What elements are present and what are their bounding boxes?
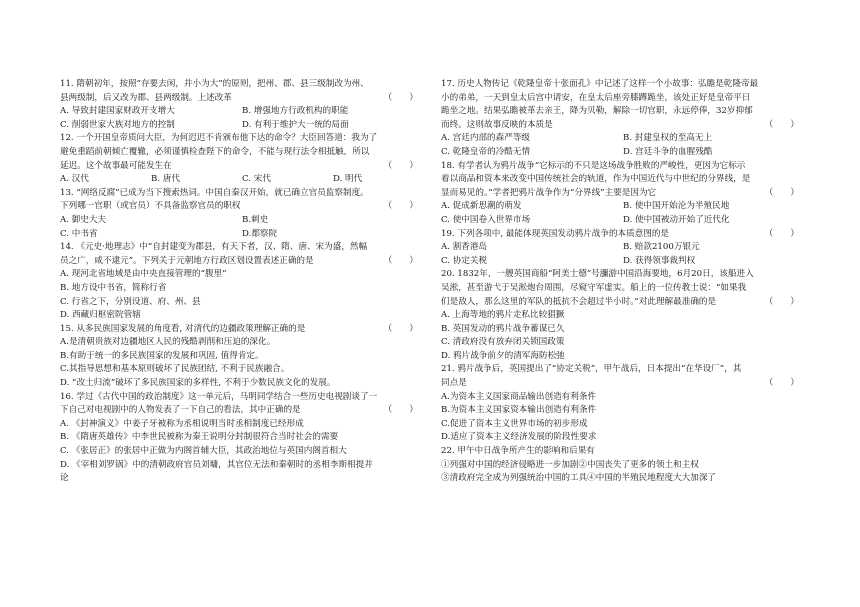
- question-stem-line: 小的弟弟，一天到皇太后宫中请安，在皇太后座旁膝蹲跪坐，该处正好是皇帝平日: [441, 92, 751, 103]
- question-stem-text: 显而易见的。”学者把鸦片战争作为“分界线”主要是因为它: [441, 187, 657, 198]
- answer-parentheses: （ ）: [383, 201, 418, 212]
- answer-parentheses: （ ）: [764, 228, 799, 239]
- answer-option: B.有助于统一的多民族国家的发展和巩固, 值得肯定。: [60, 350, 264, 361]
- answer-option: C. 宋代: [242, 174, 271, 185]
- answer-parentheses: （ ）: [764, 378, 799, 389]
- question-stem-line: 着以商品和资本来改变中国传统社会的轨道，作为中国近代与中世纪的分界线，是: [441, 174, 751, 185]
- answer-option: 论: [60, 473, 69, 484]
- question-stem-text: 下自己对电视剧中的人物发表了一下自己的看法，其中正确的是: [60, 405, 301, 416]
- question-stem-line: 避免重蹈前朝倾亡覆辙，必须谨慎检查陛下的命令，不能与现行法令相抵触，所以: [60, 146, 370, 157]
- answer-option: A. 宫廷内部的森严等级: [441, 133, 531, 144]
- options-row: [60, 173, 424, 187]
- options-row: [441, 255, 805, 269]
- answer-option: A. 促成新思潮的萌发: [441, 201, 522, 212]
- question-stem-line: [441, 296, 805, 310]
- question-stem-line: 吴淞，甚至游弋于吴淞炮台周围，尽窥守军虚实。船上的一位传教士说：“如果我: [441, 282, 747, 293]
- options-row: [60, 119, 424, 133]
- question-stem-text: 15. 从多民族国家发展的角度看, 对清代的边疆政策理解正确的是: [60, 323, 306, 334]
- question: [441, 78, 805, 160]
- answer-parentheses: （ ）: [383, 323, 418, 334]
- answer-parentheses: （ ）: [383, 255, 418, 266]
- answer-option: D. 鸦片战争前夕的清军海防松弛: [441, 350, 565, 361]
- answer-option: B. 《隋唐英雄传》中李世民被称为秦王说明分封制很符合当时社会的需要: [60, 432, 339, 443]
- answer-option: A.是清朝贵族对边疆地区人民的残酷剥削和压迫的深化。: [60, 337, 276, 348]
- answer-option: C. 协定关税: [441, 255, 488, 266]
- answer-option: C. 《张居正》的张居中正做为内阁首辅大臣，其政治地位与英国内阁首相大: [60, 446, 347, 457]
- answer-option: C. 削弱世家大族对地方的控制: [60, 119, 175, 130]
- question-stem-line: 14. 《元史·地理志》中“自封建变为郡县，有天下者，汉、隋、唐、宋为盛，然幅: [60, 242, 368, 253]
- options-row: [60, 228, 424, 242]
- question-stem-text: 下列哪一官职（或官员）不具备监察官员的职权: [60, 201, 241, 212]
- answer-option: D. 获得领事裁判权: [623, 255, 696, 266]
- question-stem-line: 17. 历史人物传记《乾隆皇帝十张面孔》中记述了这样一个小故事：弘瞻是乾隆帝最: [441, 79, 759, 89]
- answer-parentheses: （ ）: [383, 92, 418, 103]
- options-row: [441, 241, 805, 255]
- question-stem-line: [441, 119, 805, 133]
- question-stem-line: [441, 187, 805, 201]
- answer-parentheses: （ ）: [764, 296, 799, 307]
- answer-option: D. 使中国被动开始了近代化: [623, 214, 730, 225]
- options-row: [441, 200, 805, 214]
- left-column: [60, 78, 424, 486]
- answer-option: B. 唐代: [151, 174, 180, 185]
- answer-option: B. 使中国开始沦为半殖民地: [623, 201, 730, 212]
- question-stem-line: 16. 学过《古代中国的政治制度》这一单元后，马明同学结合一些历史电视剧谈了一: [60, 391, 378, 402]
- question-stem-text: 延迟。这个故事最可能发生在: [60, 160, 172, 171]
- answer-option: ①列强对中国的经济侵略进一步加剧②中国丧失了更多的领土和主权: [441, 459, 699, 470]
- question-stem-line: 12. 一个开国皇帝质问大臣，为何迟迟不肯颁布他下达的命令？大臣回答道：我为了: [60, 133, 378, 144]
- question-stem-line: 18. 有学者认为鸦片战争“它标示的不只是这场战争胜败的严峻性，更因为它标示: [441, 160, 746, 171]
- answer-option: A. 汉代: [60, 174, 89, 185]
- answer-parentheses: （ ）: [383, 405, 418, 416]
- answer-option: B. 封建皇权的至高无上: [623, 133, 713, 144]
- options-row: [60, 105, 424, 119]
- question: [441, 445, 805, 486]
- answer-option: D. “改土归流”破坏了多民族国家的多样性, 不利于少数民族文化的发展。: [60, 378, 336, 389]
- question: [60, 241, 424, 323]
- answer-option: A. 上海等地的鸦片走私比较猖獗: [441, 310, 565, 321]
- question: [441, 160, 805, 228]
- answer-option: D. 有利于维护大一统的局面: [242, 119, 349, 130]
- answer-option: C. 乾隆皇帝的冷酷无情: [441, 146, 531, 157]
- question-stem-line: [441, 377, 805, 391]
- question: [441, 363, 805, 445]
- answer-option: B.刺史: [242, 214, 269, 225]
- answer-option: A. 御史大夫: [60, 214, 107, 225]
- answer-option: C. 使中国卷入世界市场: [441, 214, 531, 225]
- answer-option: C.促进了资本主义世界市场的初步形成: [441, 418, 588, 429]
- answer-option: A. 导致封建国家财政开支增大: [60, 106, 175, 117]
- question-stem-line: [60, 323, 424, 337]
- answer-option: B.为资本主义国家资本输出创造有利条件: [441, 405, 597, 416]
- answer-option: C.其指导思想和基本原则破坏了民族团结, 不利于民族融合。: [60, 364, 290, 375]
- question: [60, 78, 424, 132]
- question: [60, 187, 424, 241]
- question: [441, 268, 805, 363]
- question: [441, 228, 805, 269]
- answer-option: A. 《封神演义》中姜子牙被称为丞相说明当时丞相制度已经形成: [60, 418, 304, 429]
- answer-option: A.为资本主义国家商品输出创造有利条件: [441, 391, 597, 402]
- answer-option: D.适应了资本主义经济发展的阶段性要求: [441, 432, 597, 443]
- answer-option: C. 清政府没有放弃闭关锁国政策: [441, 337, 565, 348]
- answer-option: D. 明代: [333, 174, 363, 185]
- answer-parentheses: （ ）: [383, 160, 418, 171]
- question-stem-text: 们是敌人，那么这里的军队的抵抗不会超过半小时。”对此理解最准确的是: [441, 296, 717, 307]
- question: [60, 323, 424, 391]
- options-row: [441, 214, 805, 228]
- question-stem-text: 同点是: [441, 378, 467, 389]
- answer-option: D.都察院: [242, 228, 278, 239]
- answer-parentheses: （ ）: [764, 187, 799, 198]
- question-stem-line: [60, 160, 424, 174]
- answer-option: B. 英国发动的鸦片战争蓄谋已久: [441, 323, 565, 334]
- question-stem-line: 20. 1832年，一艘英国商船“阿美士德”号瀰游中国沿海要地，6月20日，该船进入: [441, 269, 754, 280]
- answer-parentheses: （ ）: [764, 119, 799, 130]
- right-column: [441, 78, 805, 486]
- answer-option: B. 增强地方行政机构的职能: [242, 106, 349, 117]
- question-stem-line: [60, 255, 424, 269]
- answer-option: D. 《宰相刘罗锅》中的清朝政府官员刘墉，其官位无法和秦朝时的丞相李斯相提并: [60, 459, 373, 470]
- question-stem-line: [60, 200, 424, 214]
- question-stem-line: [60, 92, 424, 106]
- question-stem-line: 21. 鸦片战争后，英国提出了“协定关税”，甲午战后，日本提出“在华设厂”，其: [441, 364, 742, 375]
- question-stem-line: 跪坐之地。结果弘瞻被革去亲王，降为贝勒，解除一切官职，永远停俸，32岁抑郁: [441, 106, 753, 117]
- answer-option: D. 西藏归枢密院管辖: [60, 310, 141, 321]
- question-stem-text: 而终。这则故事反映的本质是: [441, 119, 553, 130]
- options-row: [441, 146, 805, 160]
- question: [60, 132, 424, 186]
- options-row: [441, 132, 805, 146]
- question-stem-text: 县两级制，后又改为郡、县两级制。上述改革: [60, 92, 232, 103]
- answer-option: C. 行省之下，分别设道、府、州、县: [60, 296, 201, 307]
- options-row: [60, 214, 424, 228]
- answer-option: A. 割香港岛: [441, 242, 488, 253]
- question-stem-line: 11. 隋朝初年，按照“存要去闲，并小为大”的原则，把州、郡、县三级制改为州、: [60, 79, 369, 89]
- question: [60, 391, 424, 486]
- question-stem-text: 员之广，咸不逮元”。下列关于元朝地方行政区划设置表述正确的是: [60, 255, 314, 266]
- question-stem-line: 22. 甲午中日战争所产生的影响和后果有: [441, 446, 595, 457]
- question-stem-line: [441, 228, 805, 242]
- answer-option: A. 现河北省地域是由中央直接管理的“腹里”: [60, 269, 227, 280]
- answer-option: ③清政府完全成为列强统治中国的工具④中国的半殖民地程度大大加深了: [441, 473, 717, 484]
- question-stem-text: 19. 下列各项中, 最能体现英国发动鸦片战争的本质意图的是: [441, 228, 670, 239]
- answer-option: D. 宫廷斗争的血腥残酷: [623, 146, 713, 157]
- answer-option: B. 赔款2100万银元: [623, 242, 700, 253]
- question-stem-line: [60, 404, 424, 418]
- question-stem-line: 13. “网络反腐”已成为当下搜索热词。中国自秦汉开始，就已确立官员监察制度。: [60, 187, 369, 198]
- answer-option: C. 中书省: [60, 228, 98, 239]
- answer-option: B. 地方设中书省，简称行省: [60, 282, 167, 293]
